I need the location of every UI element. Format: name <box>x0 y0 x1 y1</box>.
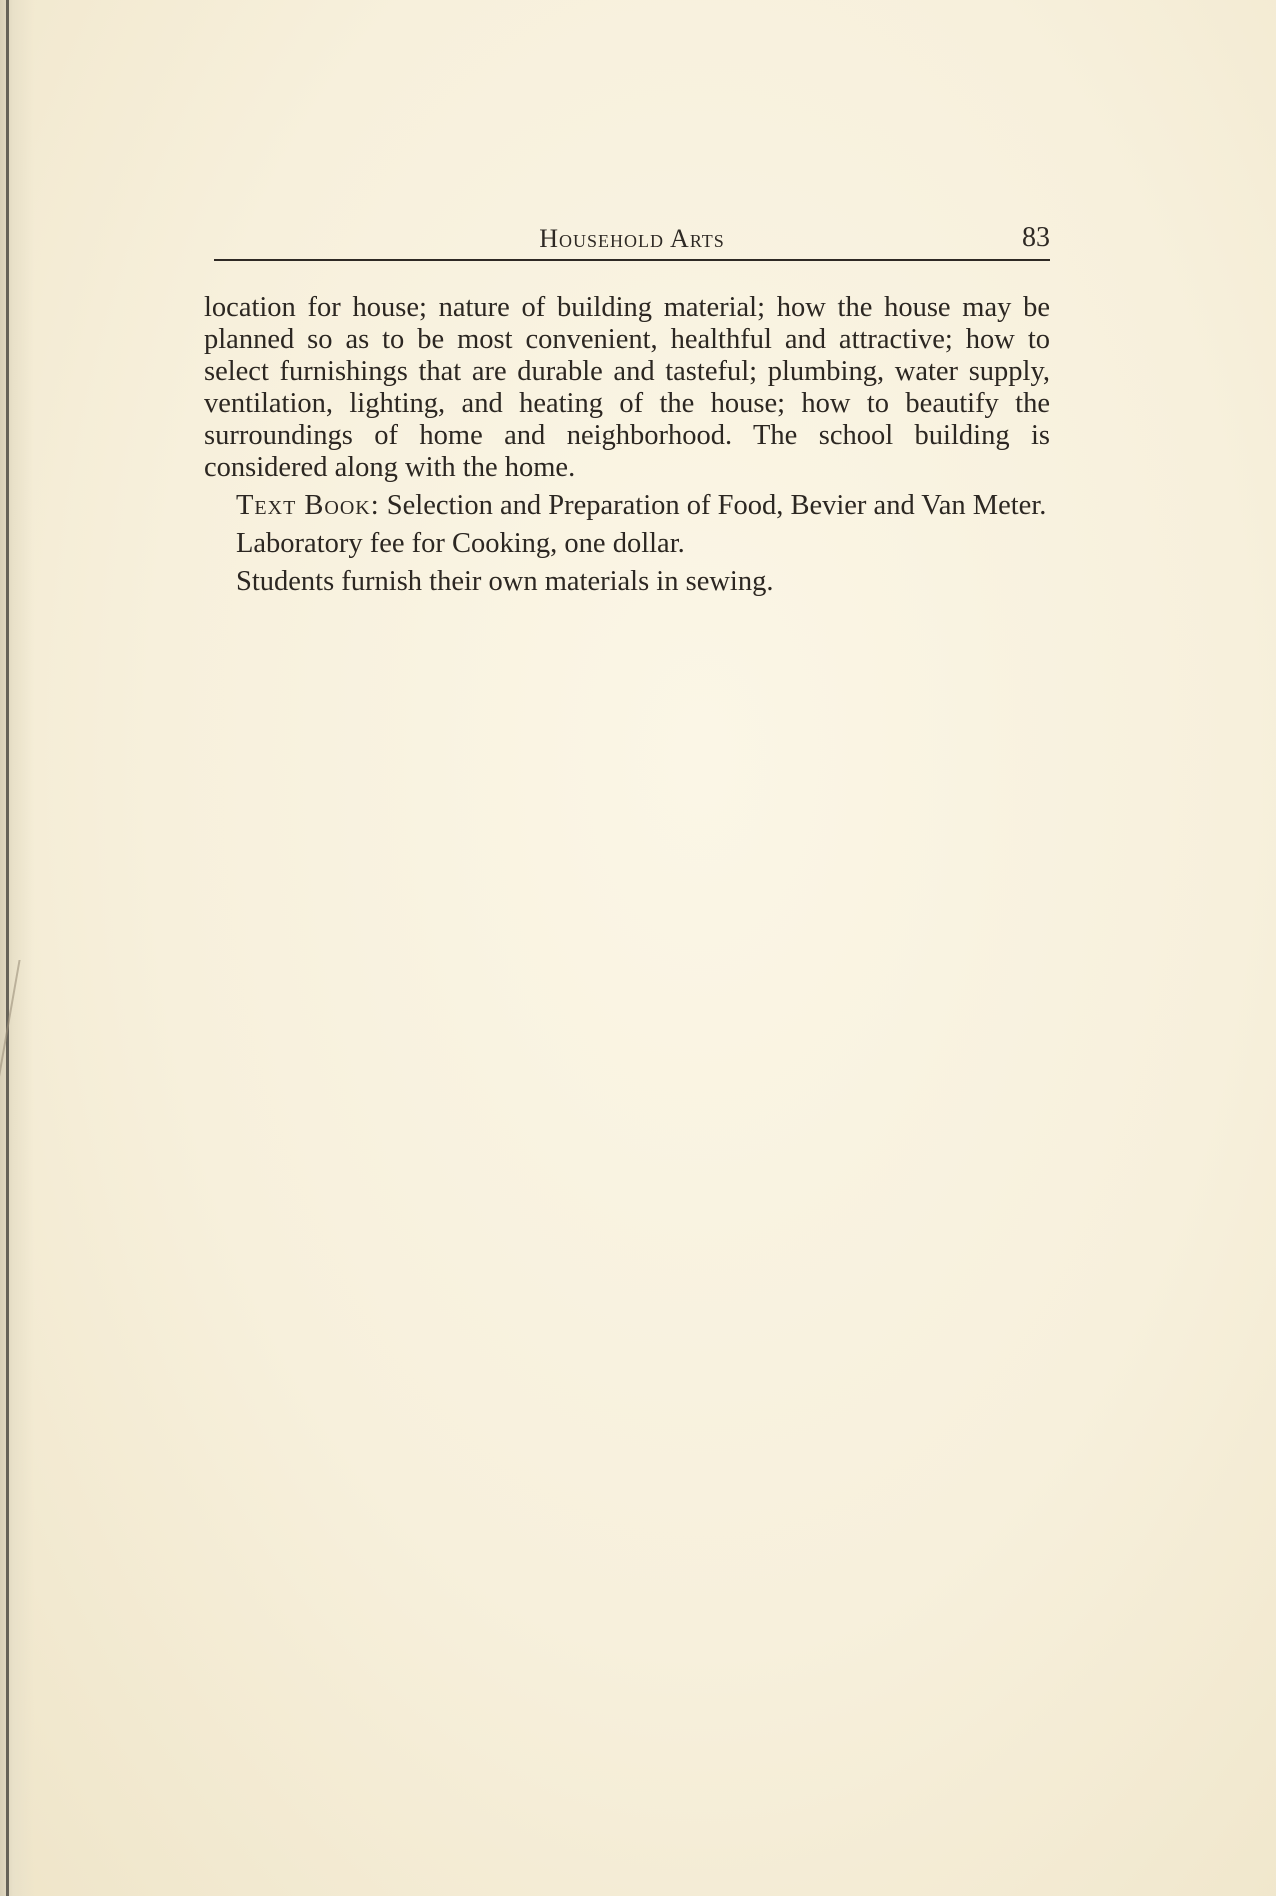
text-book-value: Selection and Preparation of Food, Bevier and Van Meter. <box>386 490 1047 521</box>
page-body <box>204 292 1050 604</box>
header-rule <box>214 259 1050 261</box>
paragraph-continuation: location for house; nature of building material; how the house may be planned so as to be most convenient, healthful and attractive; how to select furnishings that are durable and tasteful; plumbing, water supply, ventilation, lighting, and heating of the house; how to beautify the surroundings of home and neighborhood. The school building is considered along with the home. <box>204 292 1050 483</box>
text-book-label: Text Book: <box>236 490 380 521</box>
lab-fee-paragraph: Laboratory fee for Cooking, one dollar. <box>236 528 685 559</box>
running-title: Household Arts <box>539 224 725 253</box>
page-number: 83 <box>1022 222 1050 253</box>
materials-paragraph: Students furnish their own materials in sewing. <box>236 566 774 597</box>
running-head <box>214 218 1050 258</box>
text-book-paragraph <box>204 490 1050 522</box>
binding-shadow-line <box>6 0 9 1896</box>
